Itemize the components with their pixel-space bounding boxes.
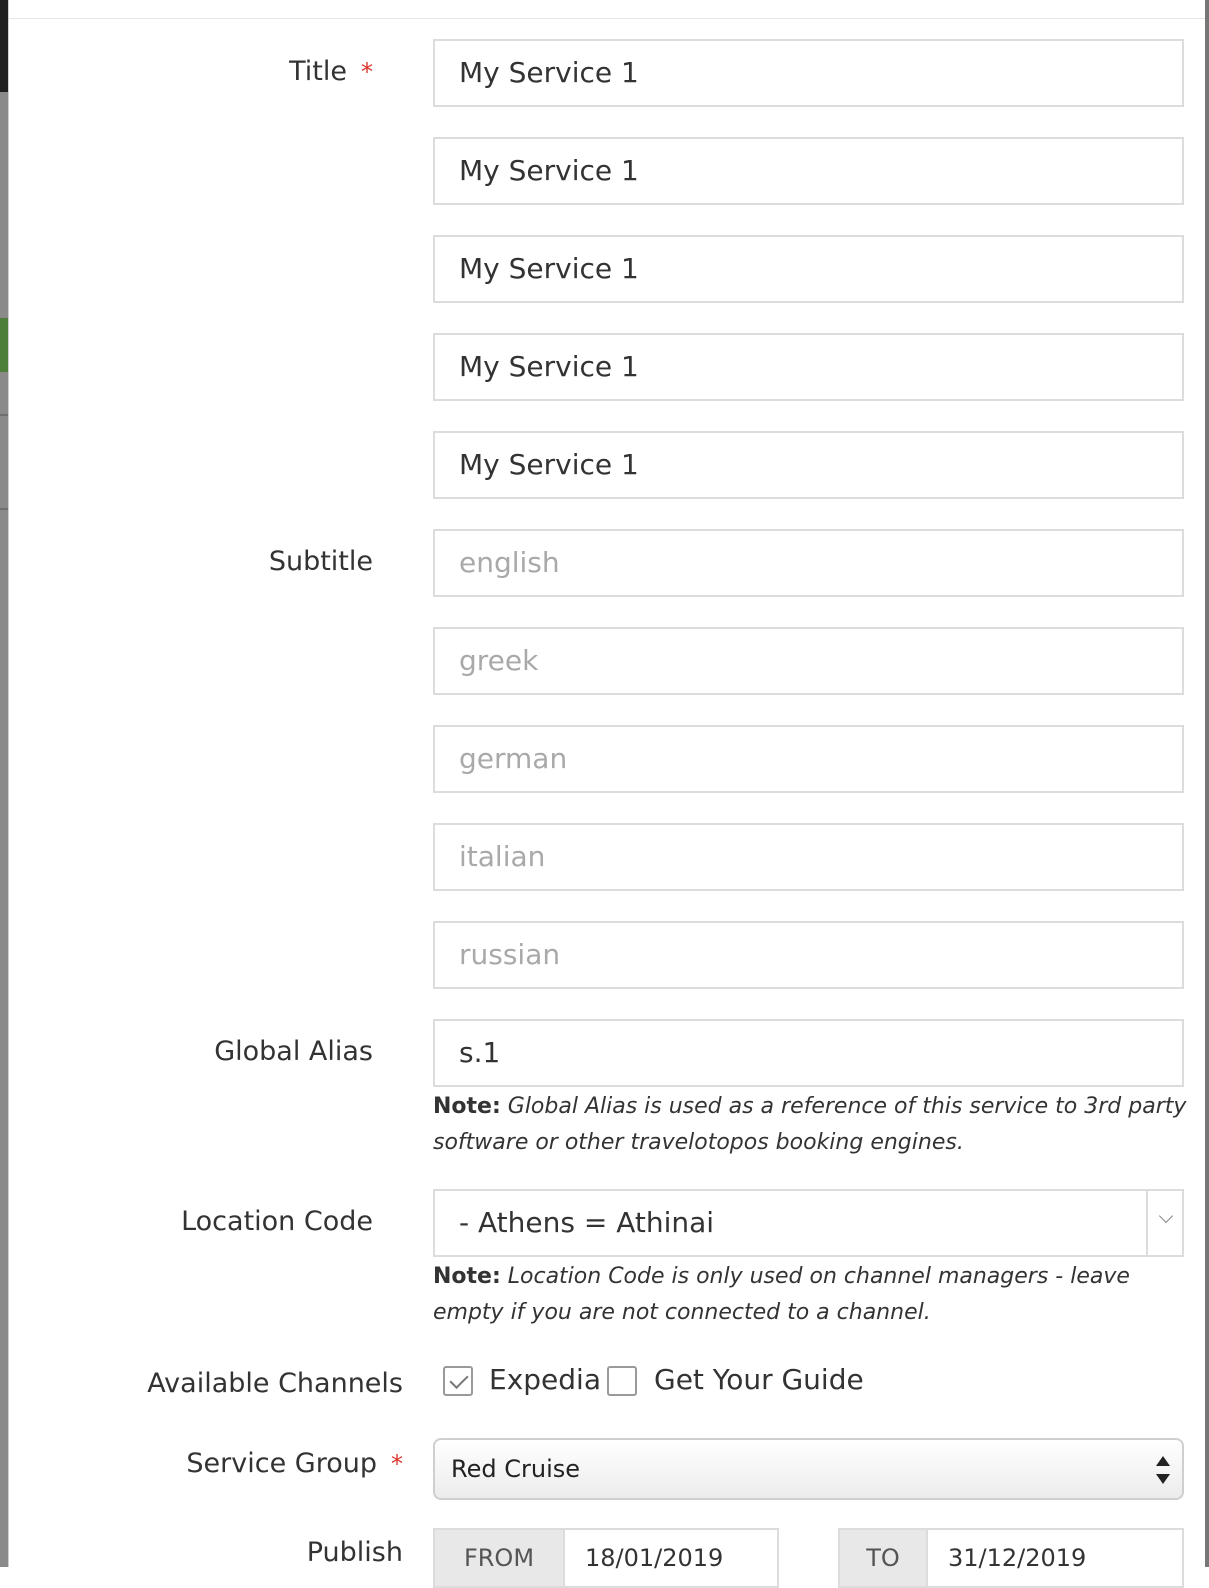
up-down-arrows-icon [1156, 1456, 1170, 1484]
dropdown-toggle[interactable] [1146, 1191, 1182, 1255]
publish-to-addon: TO [840, 1530, 928, 1586]
get-your-guide-label[interactable]: Get Your Guide [654, 1363, 864, 1396]
subtitle-input-italian[interactable]: italian [433, 823, 1184, 891]
publish-from-addon: FROM [435, 1530, 565, 1586]
service-group-label [9, 1448, 403, 1479]
location-code-note [433, 1259, 1193, 1331]
publish-to-input[interactable]: 31/12/2019 [948, 1544, 1087, 1572]
backdrop-right-edge [1205, 0, 1209, 1567]
available-channels-label: Available Channels [147, 1368, 403, 1399]
global-alias-input[interactable]: s.1 [433, 1019, 1184, 1087]
subtitle-input-russian[interactable]: russian [433, 921, 1184, 989]
required-marker: * [391, 1450, 403, 1478]
note-label: Note: [433, 1264, 501, 1289]
edit-service-modal [8, 0, 1205, 1572]
publish-from-input[interactable]: 18/01/2019 [585, 1544, 724, 1572]
title-label [9, 56, 373, 87]
publish-to-group[interactable] [838, 1528, 1184, 1588]
subtitle-input-greek[interactable]: greek [433, 627, 1184, 695]
service-group-label-text: Service Group [186, 1448, 377, 1479]
title-input-3[interactable]: My Service 1 [433, 235, 1184, 303]
global-alias-note [433, 1089, 1193, 1161]
backdrop-dark-strip [0, 0, 8, 92]
modal-header-divider [9, 18, 1205, 19]
subtitle-label: Subtitle [268, 546, 373, 577]
title-input-1[interactable]: My Service 1 [433, 39, 1184, 107]
backdrop-green-strip [0, 318, 8, 372]
service-group-selected: Red Cruise [451, 1455, 580, 1483]
title-input-5[interactable]: My Service 1 [433, 431, 1184, 499]
expedia-label[interactable]: Expedia [489, 1363, 601, 1396]
subtitle-input-english[interactable]: english [433, 529, 1184, 597]
location-code-label: Location Code [181, 1206, 373, 1237]
publish-label: Publish [306, 1537, 403, 1568]
required-marker: * [361, 58, 373, 86]
note-text: Location Code is only used on channel managers - leave empty if you are not connected to a channel. [433, 1264, 1130, 1325]
location-code-select[interactable] [433, 1189, 1184, 1257]
location-code-selected: - Athens = Athinai [459, 1206, 715, 1239]
subtitle-input-german[interactable]: german [433, 725, 1184, 793]
title-label-text: Title [289, 56, 347, 87]
backdrop-divider [0, 414, 8, 416]
expedia-checkbox[interactable] [443, 1366, 473, 1396]
title-input-4[interactable]: My Service 1 [433, 333, 1184, 401]
chevron-down-icon [1159, 1209, 1173, 1223]
note-label: Note: [433, 1094, 501, 1119]
service-group-select[interactable] [433, 1438, 1184, 1500]
backdrop-divider [0, 508, 8, 510]
get-your-guide-checkbox[interactable] [607, 1366, 637, 1396]
global-alias-label: Global Alias [214, 1036, 373, 1067]
note-text: Global Alias is used as a reference of this service to 3rd party software or other travelotopos booking engines. [433, 1094, 1187, 1155]
publish-from-group[interactable] [433, 1528, 779, 1588]
title-input-2[interactable]: My Service 1 [433, 137, 1184, 205]
